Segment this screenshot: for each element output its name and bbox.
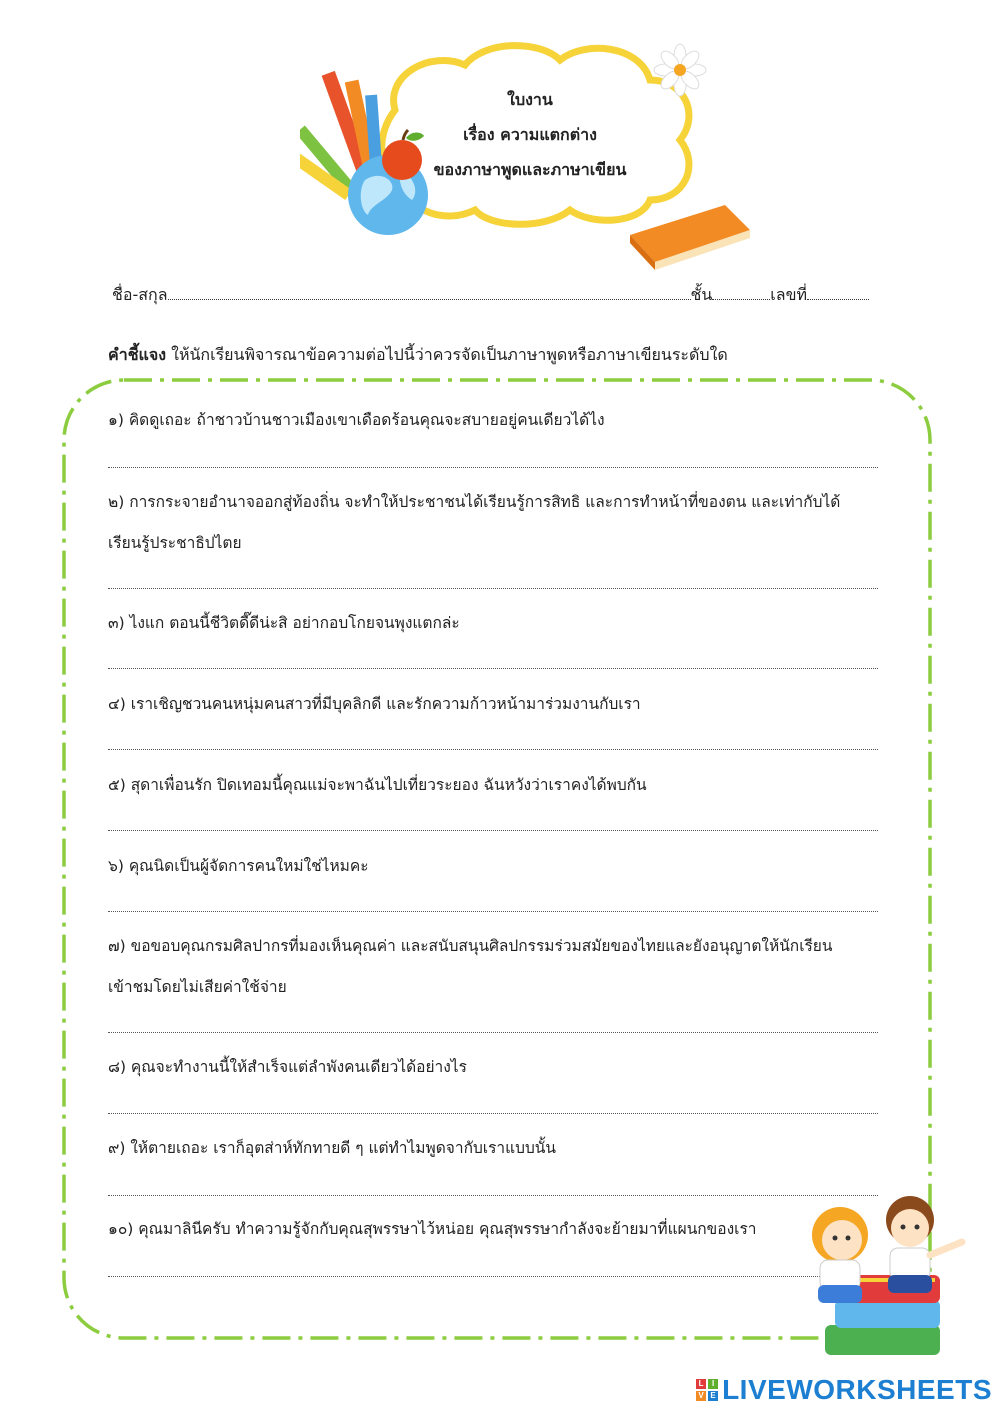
answer-line-8[interactable] xyxy=(108,1113,878,1114)
question-4: ๔) เราเชิญชวนคนหนุ่มคนสาวที่มีบุคลิกดี และรักความก้าวหน้ามาร่วมงานกับเรา xyxy=(108,695,641,713)
question-9: ๙) ให้ตายเถอะ เราก็อุตส่าห์ทักทายดี ๆ แต่ทำไมพูดจากับเราแบบนั้น xyxy=(108,1139,556,1157)
answer-line-2[interactable] xyxy=(108,588,878,589)
name-field[interactable] xyxy=(168,285,691,300)
answer-line-4[interactable] xyxy=(108,749,878,750)
answer-line-3[interactable] xyxy=(108,668,878,669)
question-6: ๖) คุณนิดเป็นผู้จัดการคนใหม่ใช่ไหมคะ xyxy=(108,857,369,875)
question-5: ๕) สุดาเพื่อนรัก ปิดเทอมนี้คุณแม่จะพาฉันไปเที่ยวระยอง ฉันหวังว่าเราคงได้พบกัน xyxy=(108,776,647,794)
header-illustration xyxy=(300,40,760,270)
answer-line-10[interactable] xyxy=(108,1276,878,1277)
question-10: ๑๐) คุณมาลินีครับ ทำความรู้จักกับคุณสุพรรษาไว้หน่อย คุณสุพรรษากำลังจะย้ายมาที่แผนกของเรา xyxy=(108,1220,757,1238)
question-2: ๒) การกระจายอำนาจออกสู่ท้องถิ่น จะทำให้ประชาชนได้เรียนรู้การสิทธิ และการทำหน้าที่ของตน และเท่ากับได้ xyxy=(108,493,841,511)
question-2-cont: เรียนรู้ประชาธิปไตย xyxy=(108,534,242,552)
logo-mark xyxy=(696,1379,718,1401)
answer-line-5[interactable] xyxy=(108,830,878,831)
kids-on-books-icon xyxy=(790,1180,990,1380)
question-3: ๓) ไงแก ตอนนี้ชีวิตดี๊ดีน่ะสิ อย่ากอบโกยจนพุงแตกล่ะ xyxy=(108,614,460,632)
book-icon xyxy=(630,205,750,270)
header-cloud-art xyxy=(300,40,760,270)
worksheet-title-line2: เรื่อง ความแตกต่าง xyxy=(463,125,597,144)
name-label: ชื่อ-สกุล xyxy=(112,285,168,304)
worksheet-title-line3: ของภาษาพูดและภาษาเขียน xyxy=(433,160,627,179)
class-label: ชั้น xyxy=(690,285,713,304)
number-field[interactable] xyxy=(807,285,869,300)
student-info-row xyxy=(112,283,882,308)
logo-letter-l: L xyxy=(696,1379,706,1389)
question-7-cont: เข้าชมโดยไม่เสียค่าใช้จ่าย xyxy=(108,978,287,996)
number-label: เลขที่ xyxy=(770,285,808,304)
logo-letter-i: I xyxy=(708,1379,718,1389)
logo-letter-e: E xyxy=(708,1391,718,1401)
answer-line-7[interactable] xyxy=(108,1032,878,1033)
instruction xyxy=(108,343,728,368)
instruction-text: ให้นักเรียนพิจารณาข้อความต่อไปนี้ว่าควรจัดเป็นภาษาพูดหรือภาษาเขียนระดับใด xyxy=(166,345,728,364)
logo-letter-v: V xyxy=(696,1391,706,1401)
brand-name: LIVEWORKSHEETS xyxy=(722,1374,992,1405)
answer-line-6[interactable] xyxy=(108,911,878,912)
worksheet-title-line1: ใบงาน xyxy=(507,90,553,109)
liveworksheets-logo[interactable] xyxy=(696,1375,992,1405)
class-field[interactable] xyxy=(712,285,770,300)
question-7: ๗) ขอขอบคุณกรมศิลปากรที่มองเห็นคุณค่า และสนับสนุนศิลปกรรมร่วมสมัยของไทยและยังอนุญาตให้นักเรียน xyxy=(108,937,833,955)
answer-line-1[interactable] xyxy=(108,467,878,468)
instruction-label: คำชี้แจง xyxy=(108,345,167,364)
answer-line-9[interactable] xyxy=(108,1195,878,1196)
question-8: ๘) คุณจะทำงานนี้ให้สำเร็จแต่ลำพังคนเดียวได้อย่างไร xyxy=(108,1058,467,1076)
question-1: ๑) คิดดูเถอะ ถ้าชาวบ้านชาวเมืองเขาเดือดร้อนคุณจะสบายอยู่คนเดียวได้ไง xyxy=(108,411,605,429)
